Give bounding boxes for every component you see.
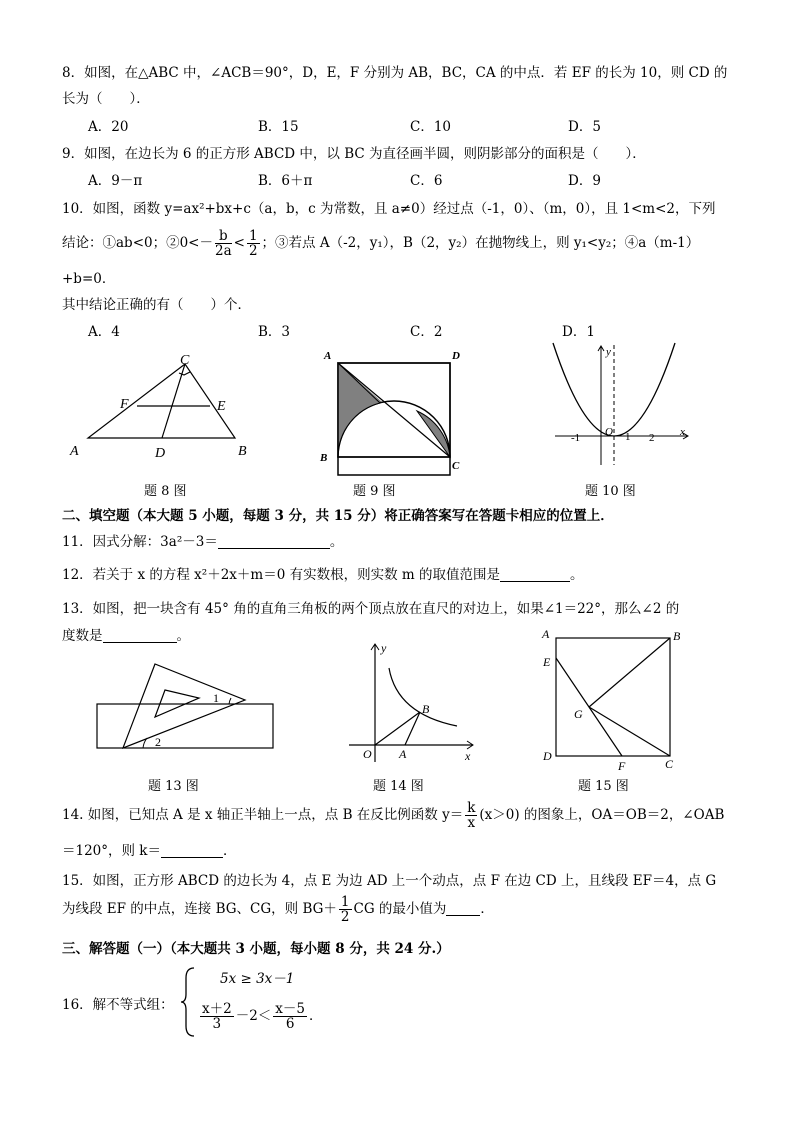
q12: [62, 566, 583, 584]
label-f: F: [120, 397, 129, 412]
q8-option-a: A．20: [88, 119, 129, 135]
q10-line2: [62, 228, 699, 258]
q12-end: 。: [569, 567, 584, 583]
label-y: y: [381, 641, 387, 655]
label-b: B: [238, 444, 247, 459]
q10-option-b: B．3: [258, 324, 291, 340]
square-abcd: [556, 638, 670, 756]
q11-text: 11．因式分解：3a²－3＝: [62, 534, 218, 550]
q10-fraction-half: [247, 229, 260, 258]
fig10-caption: 题 10 图: [585, 484, 636, 499]
q12-answer-blank[interactable]: [500, 567, 570, 582]
q10-option-a: A．4: [88, 324, 120, 340]
q14-text-c: ＝120°，则 k＝: [62, 843, 161, 859]
frac-numerator: x＋2: [202, 1001, 232, 1017]
figure-9: [318, 345, 458, 475]
label-x: x: [680, 426, 685, 438]
label-neg1: -1: [571, 432, 581, 444]
label-a: A: [70, 444, 79, 459]
q8-line2: 长为（ ）．: [62, 91, 150, 107]
label-o: O: [363, 747, 372, 761]
q10-option-d: D．1: [562, 324, 595, 340]
fig13-caption: 题 13 图: [148, 779, 199, 794]
q15-line2: [62, 894, 494, 924]
label-o: O: [605, 426, 613, 438]
frac-denominator: 2: [248, 243, 258, 259]
q15-text-a: 为线段 EF 的中点，连接 BG、CG，则 BG＋: [62, 901, 337, 917]
label-y: y: [606, 346, 611, 358]
label-c: C: [665, 757, 674, 771]
q10-text-c: ；③若点 A（-2，y₁），B（2，y₂）在抛物线上，则 y₁<y₂；④a（m-1）: [261, 235, 700, 251]
q14-text-a: 14. 如图，已知点 A 是 x 轴正半轴上一点，点 B 在反比例函数 y＝: [62, 807, 464, 823]
q10-fraction-b-2a: [215, 229, 232, 258]
label-2: 2: [649, 432, 655, 444]
q13-text: 度数是: [62, 628, 103, 644]
fig14-caption: 题 14 图: [373, 779, 424, 794]
label-e: E: [543, 655, 551, 669]
q14-text-b: (x＞0) 的图象上，OA＝OB＝2，∠OAB: [479, 807, 725, 823]
segment-ob: [375, 712, 420, 745]
q13-line1: 13．如图，把一块含有 45° 角的直角三角板的两个顶点放在直尺的对边上，如果∠1＝22°，那么∠2 的: [62, 601, 680, 617]
q10-line3: +b=0．: [62, 271, 116, 287]
label-b: B: [673, 629, 681, 643]
triangle-abc: [88, 364, 235, 438]
label-e: E: [217, 399, 226, 414]
label-a: A: [399, 747, 407, 761]
frac-denominator: x: [467, 815, 476, 831]
q16-end: ．: [309, 1008, 323, 1024]
q15-end: ．: [480, 901, 494, 917]
q15-line1: 15．如图，正方形 ABCD 的边长为 4，点 E 为边 AD 上一个动点，点 F 在边 CD 上，且线段 EF＝4，点 G: [62, 873, 717, 889]
section-2-heading: 二、填空题（本大题 5 小题，每题 3 分，共 15 分）将正确答案写在答题卡相应的位置上．: [62, 508, 614, 524]
frac-denominator: 3: [212, 1016, 222, 1032]
q16-brace: [180, 966, 198, 1038]
q14-line2: [62, 842, 237, 860]
q8-option-b: B．15: [258, 119, 299, 135]
q10-text-b: <: [233, 235, 245, 251]
figure-13: [95, 660, 277, 755]
q16-fraction-2: [273, 1002, 307, 1031]
label-c: C: [452, 460, 460, 472]
q10-option-c: C．2: [410, 324, 443, 340]
figure-10: [553, 343, 693, 468]
q11: [62, 533, 343, 551]
fig8-caption: 题 8 图: [144, 484, 187, 499]
label-c: C: [180, 353, 190, 368]
frac-denominator: 2: [340, 909, 350, 925]
q16-inequality-2: [198, 998, 323, 1034]
frac-numerator: 1: [248, 228, 258, 244]
figure-8: [60, 350, 260, 465]
q16-label: 16．解不等式组：: [62, 997, 174, 1013]
label-x: x: [465, 749, 471, 763]
q11-answer-blank[interactable]: [218, 534, 330, 549]
label-f: F: [618, 759, 626, 773]
segment-bg: [589, 638, 670, 707]
label-d: D: [543, 749, 552, 763]
frac-numerator: x－5: [275, 1001, 305, 1017]
fig15-caption: 题 15 图: [578, 779, 629, 794]
right-angle-mark: [179, 372, 190, 375]
ruler: [97, 704, 273, 748]
q11-end: 。: [329, 534, 344, 550]
q9-option-b: B．6＋π: [258, 173, 313, 189]
label-d: D: [452, 350, 460, 362]
figure-14: [345, 640, 485, 765]
q14-answer-blank[interactable]: [161, 843, 223, 858]
q13-line2: [62, 627, 190, 645]
q15-fraction-half: [339, 895, 352, 924]
figure-15: [540, 627, 690, 773]
q12-text: 12．若关于 x 的方程 x²＋2x＋m＝0 有实数根，则实数 m 的取值范围是: [62, 567, 500, 583]
section-3-heading: 三、解答题（一）（本大题共 3 小题，每小题 8 分，共 24 分.）: [62, 941, 450, 957]
q14-line1: [62, 800, 724, 830]
q15-answer-blank[interactable]: [446, 901, 480, 916]
frac-numerator: b: [215, 229, 232, 244]
q8-line1: 8．如图，在△ABC 中，∠ACB＝90°，D，E，F 分别为 AB，BC，CA 的中点．若 EF 的长为 10，则 CD 的: [62, 65, 728, 81]
set-square-outer: [123, 664, 245, 748]
q10-text-a: 结论：①ab<0；②0<－: [62, 235, 213, 251]
q9-option-d: D．9: [568, 173, 601, 189]
label-a: A: [324, 350, 332, 362]
label-angle-2: 2: [155, 735, 161, 749]
label-a: A: [542, 627, 550, 641]
label-b: B: [320, 452, 328, 464]
label-g: G: [574, 707, 583, 721]
q9-option-a: A．9－π: [88, 173, 143, 189]
label-angle-1: 1: [213, 691, 219, 705]
frac-denominator: 2a: [215, 243, 232, 259]
q16-fraction-1: [200, 1002, 234, 1031]
label-1: 1: [625, 431, 631, 443]
q8-option-c: C．10: [410, 119, 452, 135]
q9-option-c: C．6: [410, 173, 443, 189]
label-d: D: [155, 446, 166, 461]
frac-denominator: 6: [285, 1016, 295, 1032]
frac-numerator: k: [467, 800, 476, 816]
q16-inequality-1: 5x ≥ 3x－1: [220, 971, 295, 987]
q14-end: ．: [223, 843, 237, 859]
q10-line4: 其中结论正确的有（ ）个．: [62, 297, 251, 313]
q8-option-d: D．5: [568, 119, 601, 135]
segment-cd: [162, 364, 185, 438]
angle-1-arc: [229, 698, 231, 704]
segment-cg: [589, 707, 670, 756]
frac-numerator: 1: [340, 894, 350, 910]
q16-mid: －2＜: [235, 1008, 272, 1024]
q14-fraction-k-x: [465, 801, 477, 830]
q10-line1: 10．如图，函数 y=ax²+bx+c（a，b，c 为常数，且 a≠0）经过点（-1，0）、（m，0），且 1<m<2，下列: [62, 201, 716, 217]
q9-line1: 9．如图，在边长为 6 的正方形 ABCD 中，以 BC 为直径画半圆，则阴影部分的面积是（ ）．: [62, 146, 646, 162]
q13-end: 。: [176, 628, 190, 644]
hyperbola: [389, 668, 457, 726]
label-b: B: [422, 702, 430, 716]
fig9-caption: 题 9 图: [353, 484, 396, 499]
q15-text-b: CG 的最小值为: [353, 901, 447, 917]
q13-answer-blank[interactable]: [103, 628, 177, 643]
